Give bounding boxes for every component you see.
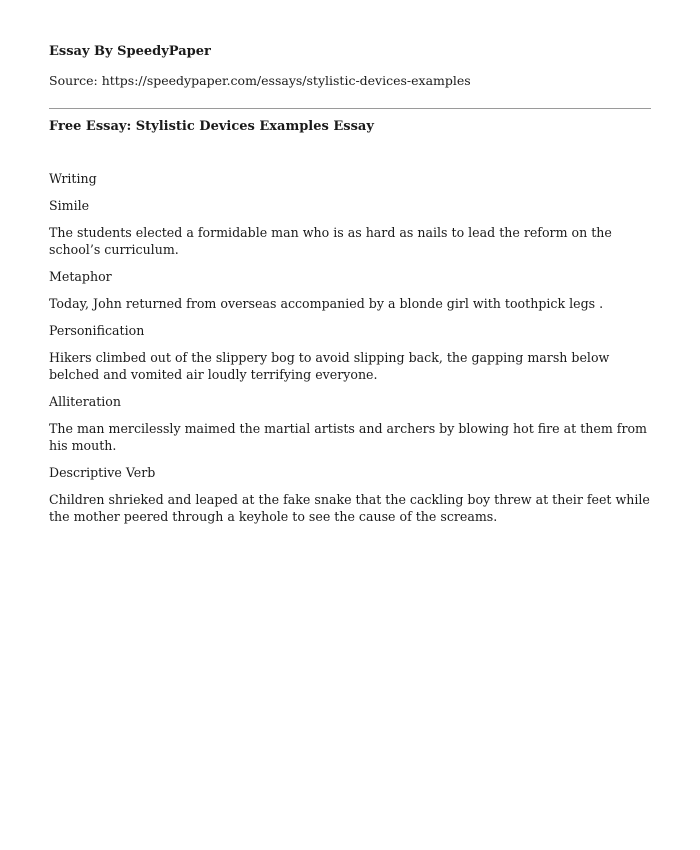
paragraph-alliteration-example: The man mercilessly maimed the martial artists and archers by blowing hot fire at them from his mouth. (49, 421, 647, 453)
paragraph-simile-label: Simile (49, 198, 90, 213)
document-header-title: Essay By SpeedyPaper (49, 44, 211, 59)
paragraph-metaphor-example: Today, John returned from overseas accompanied by a blonde girl with toothpick legs . (49, 296, 604, 311)
paragraph-metaphor-label: Metaphor (49, 269, 112, 284)
paragraph-descriptive-verb-example: Children shrieked and leaped at the fake snake that the cackling boy threw at their feet while the mother peered through a keyhole to see the cause of the screams. (49, 492, 650, 524)
document-source-line: Source: https://speedypaper.com/essays/stylistic-devices-examples (49, 73, 471, 88)
paragraph-personification-example: Hikers climbed out of the slippery bog to avoid slipping back, the gapping marsh below belched and vomited air loudly terrifying everyone. (49, 350, 610, 382)
essay-body (49, 170, 651, 535)
essay-title: Free Essay: Stylistic Devices Examples Essay (49, 119, 374, 134)
header-divider (49, 108, 651, 109)
paragraph-descriptive-verb-label: Descriptive Verb (49, 465, 156, 480)
paragraph-simile-example: The students elected a formidable man who is as hard as nails to lead the reform on the school’s curriculum. (49, 225, 612, 257)
paragraph-alliteration-label: Alliteration (49, 394, 122, 409)
paragraph-writing-label: Writing (49, 171, 97, 186)
paragraph-personification-label: Personification (49, 323, 145, 338)
